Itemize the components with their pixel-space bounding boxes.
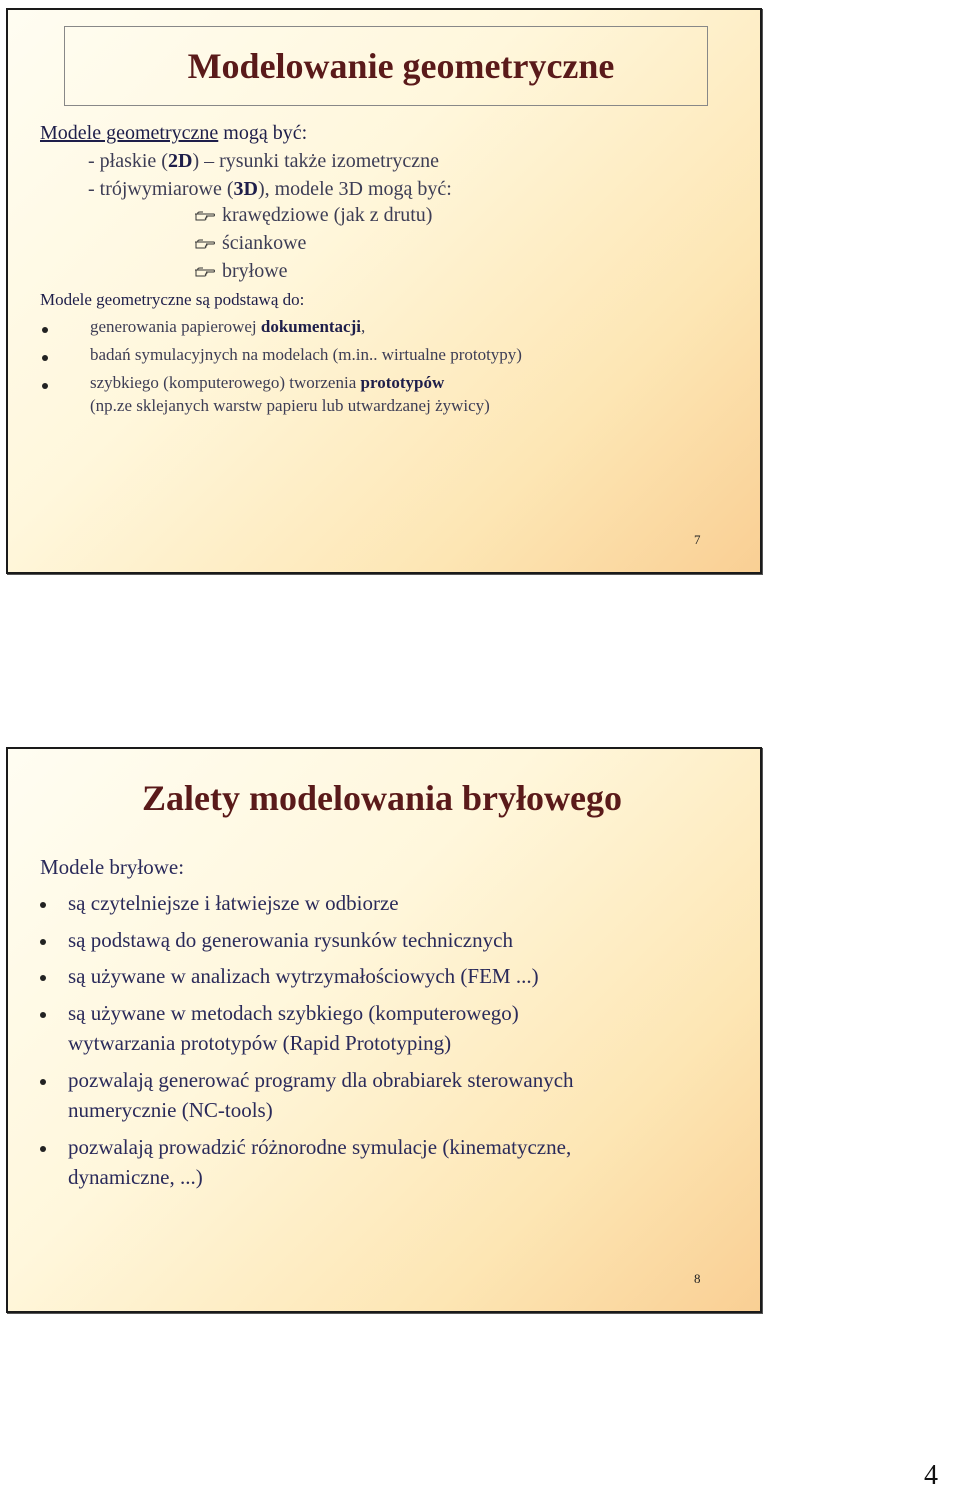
bullet-dot-icon: [42, 383, 48, 389]
bullet-dot-icon: [42, 327, 48, 333]
flat-text-c: ) – rysunki także izometryczne: [192, 150, 439, 172]
pointing-hand-icon: [194, 210, 216, 222]
slide-subtitle: Modele bryłowe:: [40, 855, 185, 879]
flat-models-line: [88, 150, 439, 173]
slide-modelowanie-geometryczne: [6, 8, 762, 574]
advantage-item: są używane w metodach szybkiego (komputerowego): [68, 1001, 519, 1025]
basis-heading: Modele geometryczne są podstawą do:: [40, 290, 305, 309]
three-text-3d: 3D: [233, 178, 258, 200]
basis-item-prototypes: [90, 373, 444, 393]
kind-item: [194, 260, 288, 283]
three-text-a: - trójwymiarowe (: [88, 178, 234, 200]
advantage-item: są czytelniejsze i łatwiejsze w odbiorze: [68, 891, 399, 915]
advantage-item-cont: wytwarzania prototypów (Rapid Prototyping): [68, 1031, 452, 1055]
advantage-item-cont: numerycznie (NC-tools): [68, 1098, 273, 1122]
bullet-dot-icon: [42, 355, 48, 361]
advantage-item: są podstawą do generowania rysunków technicznych: [68, 928, 513, 952]
intro-line: [40, 122, 307, 145]
bullet-dot-icon: [40, 975, 46, 981]
bullet-dot-icon: [40, 1079, 46, 1085]
advantage-item: są używane w analizach wytrzymałościowych (FEM ...): [68, 964, 539, 988]
slide-title-box: [64, 26, 708, 106]
kind-label: bryłowe: [222, 260, 288, 282]
page-number: 4: [924, 1460, 938, 1491]
slide-number: 7: [694, 532, 701, 547]
basis-item-text: szybkiego (komputerowego) tworzenia: [90, 373, 361, 392]
bullet-dot-icon: [40, 902, 46, 908]
basis-item-highlight: dokumentacji: [260, 317, 361, 336]
intro-term: Modele geometryczne: [40, 122, 219, 144]
kind-item: [194, 204, 432, 227]
slide-title: Modelowanie geometryczne: [187, 46, 615, 86]
basis-item-highlight: prototypów: [360, 373, 445, 392]
bullet-dot-icon: [40, 1012, 46, 1018]
basis-item-text: generowania papierowej: [90, 317, 261, 336]
slide-number: 8: [694, 1271, 701, 1286]
basis-item-documentation: [90, 317, 365, 337]
advantage-item: pozwalają generować programy dla obrabiarek sterowanych: [68, 1068, 574, 1092]
slide-title: Zalety modelowania bryłowego: [142, 778, 622, 818]
basis-item-text: ,: [361, 317, 366, 336]
bullet-dot-icon: [40, 939, 46, 945]
advantage-item: pozwalają prowadzić różnorodne symulacje (kinematyczne,: [68, 1135, 572, 1159]
intro-rest: mogą być:: [218, 122, 308, 144]
flat-text-a: - płaskie (: [88, 150, 168, 172]
kind-label: krawędziowe (jak z drutu): [222, 204, 433, 226]
pointing-hand-icon: [194, 266, 216, 278]
slide-zalety-modelowania: [6, 747, 762, 1313]
pointing-hand-icon: [194, 238, 216, 250]
kind-label: ściankowe: [222, 232, 307, 254]
basis-item-simulation: badań symulacyjnych na modelach (m.in.. wirtualne prototypy): [90, 345, 522, 364]
advantage-item-cont: dynamiczne, ...): [68, 1165, 203, 1189]
flat-text-2d: 2D: [167, 150, 193, 172]
three-text-c: ), modele 3D mogą być:: [257, 178, 452, 200]
basis-item-prototypes-cont: (np.ze sklejanych warstw papieru lub utwardzanej żywicy): [90, 396, 490, 415]
3d-models-line: [88, 178, 452, 201]
kind-item: [194, 232, 306, 255]
bullet-dot-icon: [40, 1146, 46, 1152]
